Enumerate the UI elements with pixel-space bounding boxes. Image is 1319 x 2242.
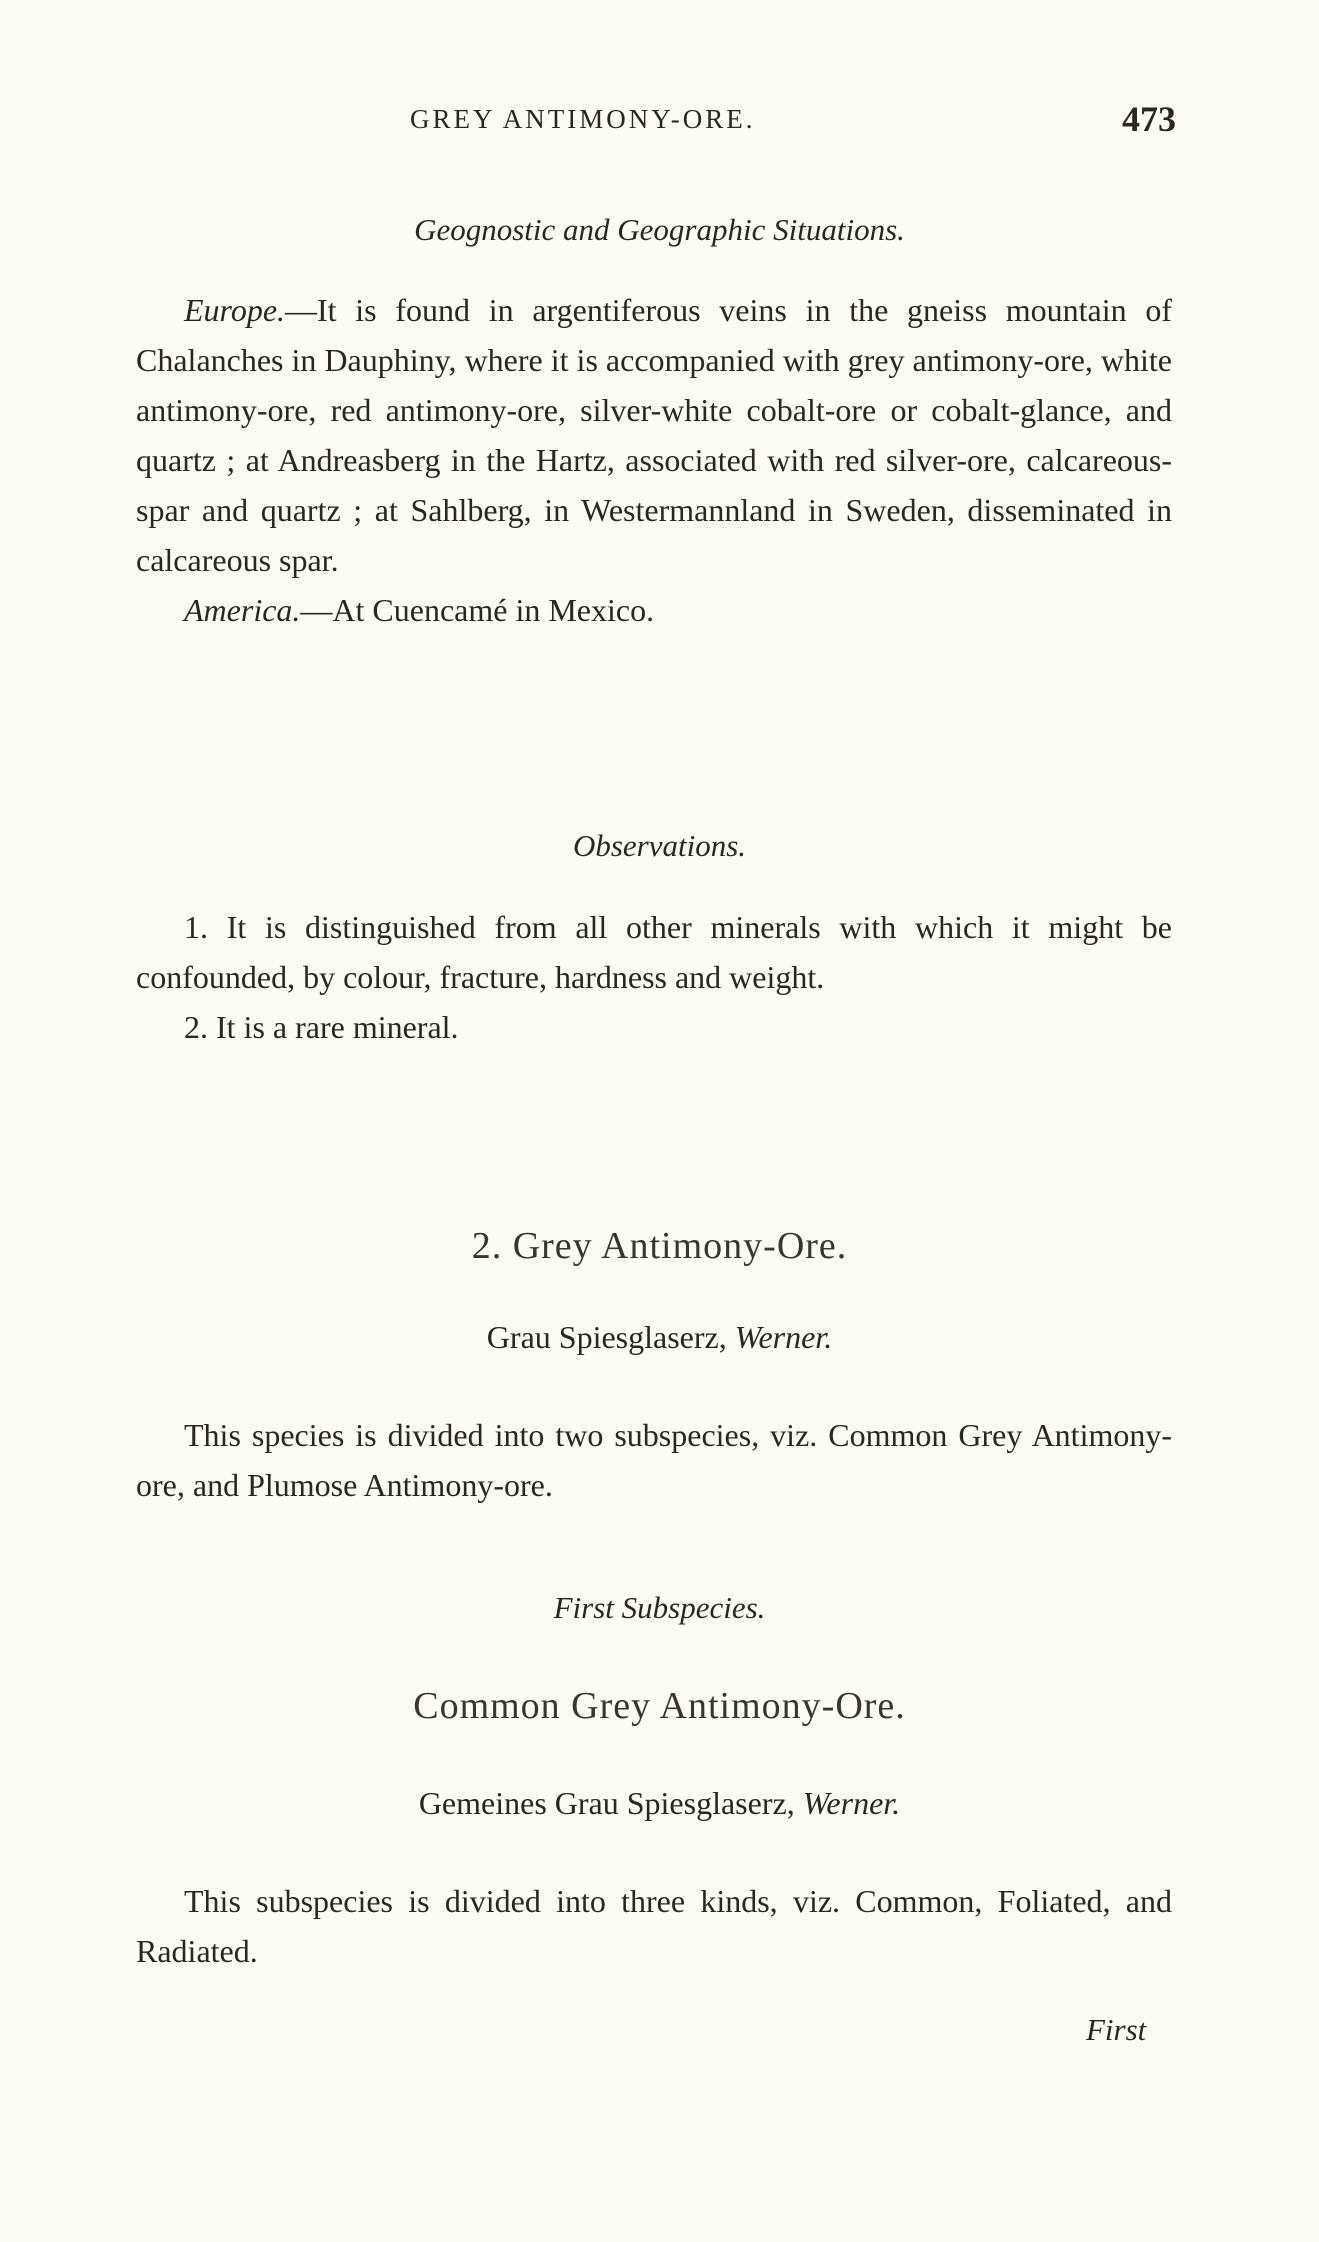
subspecies-description: This subspecies is divided into three kinds, viz. Common, Foliated, and Radiated. <box>136 1883 1172 1969</box>
species-synonym-author: Werner. <box>734 1319 833 1355</box>
subspecies-title: Common Grey Antimony-Ore. <box>413 1685 906 1727</box>
subspecies-synonym <box>0 1785 1319 1822</box>
subspecies-synonym-author: Werner. <box>802 1785 901 1821</box>
running-title: GREY ANTIMONY-ORE. <box>410 104 756 134</box>
species-description: This species is divided into two subspecies, viz. Common Grey Antimony-ore, and Plumose Antimony-ore. <box>136 1417 1172 1503</box>
species-description-block <box>136 1410 1172 1510</box>
observations-text <box>136 902 1172 1052</box>
subspecies-description-block <box>136 1876 1172 1976</box>
observation-item-1: 1. It is distinguished from all other minerals with which it might be confounded, by colour, fracture, hardness and weight. <box>136 909 1172 995</box>
paragraph-europe <box>136 285 1172 585</box>
species-synonym-name: Grau Spiesglaserz, <box>486 1319 727 1355</box>
page-number: 473 <box>1122 99 1176 139</box>
text-america: —At Cuencamé in Mexico. <box>300 592 655 628</box>
lead-europe: Europe. <box>184 292 286 328</box>
catchword: First <box>1086 2012 1147 2047</box>
text-europe: —It is found in argentiferous veins in the gneiss mountain of Chalanches in Dauphiny, where it is accompanied with grey antimony-ore, white antimony-ore, red antimony-ore, silver-white cobalt-ore or cobalt-glance, and quartz ; at Andreasberg in the Hartz, associated with red silver-ore, calcareous-spar and quartz ; at Sahlberg, in Westermannland in Sweden, disseminated in calcareous spar. <box>136 292 1172 578</box>
species-title: 2. Grey Antimony-Ore. <box>471 1225 848 1267</box>
subspecies-synonym-name: Gemeines Grau Spiesglaserz, <box>418 1785 795 1821</box>
section-heading-situations: Geognostic and Geographic Situations. <box>414 212 905 247</box>
observation-item-2: 2. It is a rare mineral. <box>184 1009 459 1045</box>
subspecies-heading: First Subspecies. <box>553 1590 766 1625</box>
paragraph-america <box>136 585 1172 635</box>
situations-text <box>136 285 1172 635</box>
lead-america: America. <box>184 592 301 628</box>
running-head <box>0 99 1319 144</box>
section-heading-observations: Observations. <box>572 828 747 863</box>
species-synonym <box>0 1319 1319 1356</box>
